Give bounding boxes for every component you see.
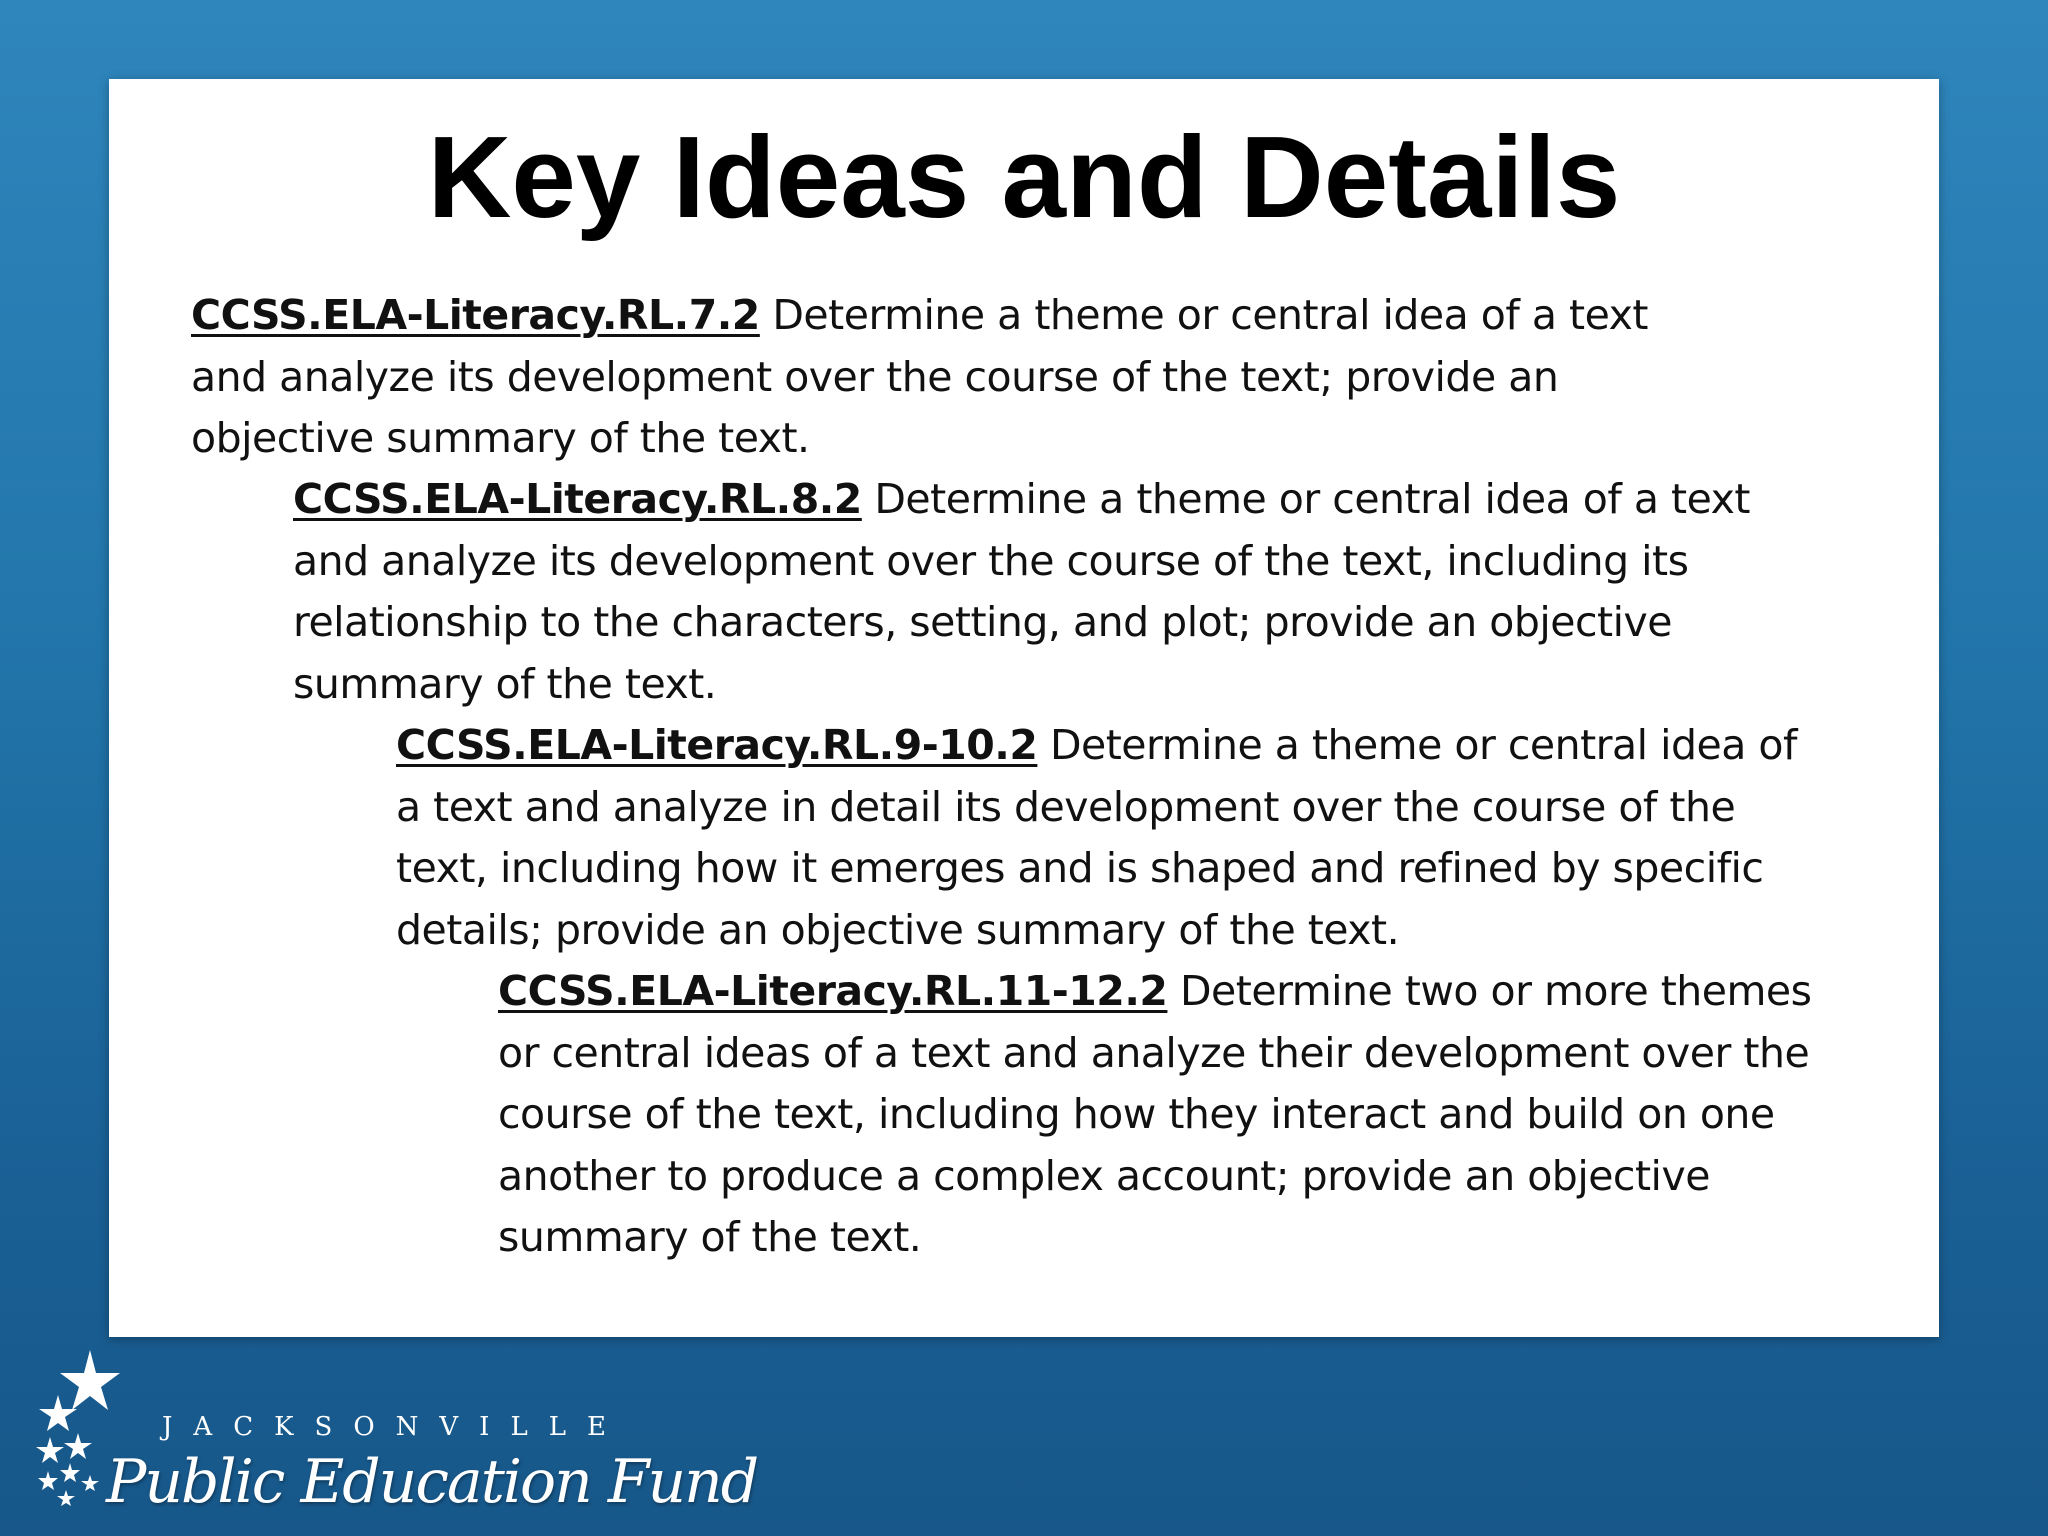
- slide-title: Key Ideas and Details: [427, 112, 1621, 242]
- standard-rl-7-2: [191, 285, 1731, 470]
- standard-description: Determine two or more themes or central ideas of a text and analyze their development over the course of the text, including how they interact and build on one another to produce a complex account; provide an objective summary of the text.: [498, 967, 1812, 1261]
- standard-code-link[interactable]: CCSS.ELA-Literacy.RL.11-12.2: [498, 967, 1168, 1015]
- standard-rl-9-10-2: [396, 715, 1826, 961]
- standard-code-link[interactable]: CCSS.ELA-Literacy.RL.7.2: [191, 291, 760, 339]
- standard-rl-8-2: [293, 469, 1753, 715]
- standard-code-link[interactable]: CCSS.ELA-Literacy.RL.9-10.2: [396, 721, 1038, 769]
- jacksonville-public-education-fund-logo: [20, 1345, 758, 1525]
- logo-top-line: JACKSONVILLE: [162, 1412, 627, 1442]
- standard-description: Determine a theme or central idea of a text and analyze in detail its development over the course of the text, including how it emerges and is shaped and refined by specific details; provide an objective summary of the text.: [396, 721, 1797, 954]
- standard-description: Determine a theme or central idea of a text and analyze its development over the course of the text; provide an objective summary of the text.: [191, 291, 1648, 462]
- standard-rl-11-12-2: [498, 961, 1818, 1269]
- standard-description: Determine a theme or central idea of a text and analyze its development over the course of the text, including its relationship to the characters, setting, and plot; provide an objective summary of the text.: [293, 475, 1750, 708]
- logo-bottom-line: Public Education Fund: [106, 1447, 758, 1517]
- standard-code-link[interactable]: CCSS.ELA-Literacy.RL.8.2: [293, 475, 862, 523]
